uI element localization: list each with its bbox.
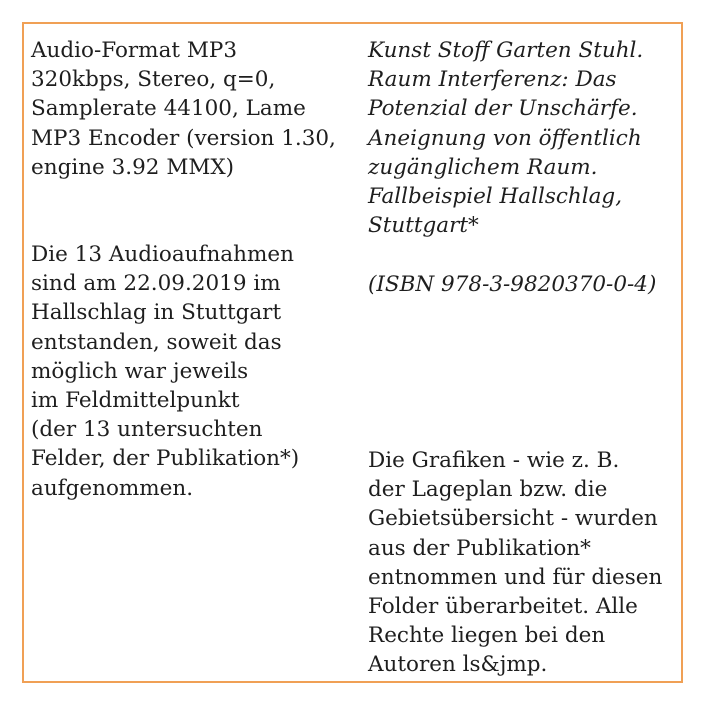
text-line: Folder überarbeitet. Alle — [368, 594, 638, 620]
text-line: Potenzial der Unschärfe. — [368, 96, 638, 122]
text-line: Aneignung von öffentlich — [368, 125, 642, 151]
recording-info-text — [31, 240, 299, 503]
text-line: zugänglichem Raum. — [368, 154, 598, 180]
text-line: Fallbeispiel Hallschlag, — [368, 184, 623, 210]
text-line: Hallschlag in Stuttgart — [31, 300, 282, 326]
text-line: Felder, der Publikation*) — [31, 446, 300, 472]
text-line: sind am 22.09.2019 im — [31, 271, 281, 297]
text-line: Die Grafiken - wie z. B. — [368, 448, 620, 473]
text-line: aus der Publikation* — [368, 535, 591, 561]
text-line: aufgenommen. — [31, 475, 194, 501]
text-line: Autoren ls&jmp. — [368, 652, 548, 678]
text-line: der Lageplan bzw. die — [368, 477, 608, 503]
text-line: 320kbps, Stereo, q=0, — [31, 67, 276, 93]
text-line: Kunst Stoff Garten Stuhl. — [368, 38, 644, 63]
text-line: Samplerate 44100, Lame — [31, 96, 306, 122]
text-line: Raum Interferenz: Das — [368, 67, 617, 93]
text-line: MP3 Encoder (version 1.30, — [31, 125, 336, 151]
audio-format-text — [31, 36, 336, 182]
text-line: Rechte liegen bei den — [368, 623, 606, 649]
text-line: Stuttgart* — [368, 213, 479, 239]
text-line: Die 13 Audioaufnahmen — [31, 242, 294, 267]
text-line: Audio-Format MP3 — [31, 38, 238, 63]
credits-text — [368, 446, 662, 680]
text-line: (der 13 untersuchten — [31, 417, 263, 443]
text-line: entstanden, soweit das — [31, 329, 282, 355]
text-line: möglich war jeweils — [31, 358, 249, 384]
publication-title-text — [368, 36, 643, 240]
text-line: entnommen und für diesen — [368, 564, 663, 590]
text-line: im Feldmittelpunkt — [31, 388, 240, 414]
isbn-line: (ISBN 978-3-9820370-0-4) — [368, 272, 657, 297]
text-line: engine 3.92 MMX) — [31, 154, 235, 180]
text-line: Gebietsübersicht - wurden — [368, 506, 658, 532]
isbn-text — [368, 270, 656, 299]
